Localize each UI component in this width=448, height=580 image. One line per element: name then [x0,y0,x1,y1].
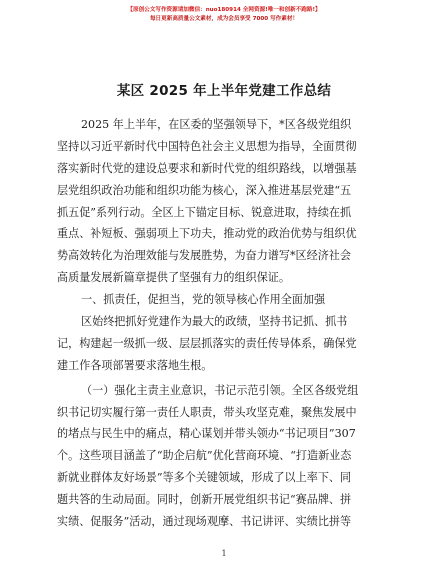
paragraph-line: 坚持以习近平新时代中国特色社会主义思想为指导，全面贯彻 [57,139,357,153]
paragraph-line: 个。这些项目涵盖了“助企启航”优化营商环境、“打造新业态 [57,449,352,463]
page-number: 1 [221,549,227,558]
paragraph-line: 落实新时代党的建设总要求和新时代党的组织路线，以增强基 [57,161,357,175]
document-title: 某区 2025 年上半年党建工作总结 [116,83,332,99]
paragraph-line: 题共答的生动局面。同时，创新开展党组织书记“赛品牌、拼 [57,493,352,507]
promo-banner-line-1: 【原创公文写作资源请加微信：nuo180914 全网资源!唯一和创新不跑路!】 [127,7,321,13]
paragraph-line: 高质量发展新篇章提供了坚强有力的组织保证。 [57,271,290,285]
paragraph-line: 新就业群体友好场景”等多个关键领域，形成了以上率下、同 [57,471,352,485]
paragraph-line: 2025 年上半年，在区委的坚强领导下，*区各级党组织 [81,118,352,131]
paragraph-line: 抓五促”系列行动。全区上下锚定目标、锐意进取，持续在抓 [57,205,352,219]
promo-banner-line-2: 每日更新高质量公文素材，成为会员享受 7000 写作素材！ [149,16,299,22]
paragraph-line: 区始终把抓好党建作为最大的政绩，坚持书记抓、抓书 [81,315,348,329]
paragraph-line: 记，构建起一级抓一级、层层抓落实的责任传导体系，确保党 [57,336,357,350]
paragraph-line: 重点、补短板、强弱项上下功夫，推动党的政治优势与组织优 [57,227,357,241]
paragraph-line: 织书记切实履行第一责任人职责，带头攻坚克难，聚焦发展中 [57,405,357,419]
paragraph-line: 势高效转化为治理效能与发展胜势，为奋力谱写*区经济社会 [57,249,351,263]
paragraph-line: 层党组织政治功能和组织功能为核心，深入推进基层党建“五 [57,183,352,197]
promo-banner [0,6,448,24]
paragraph-line: 建工作各项部署要求落地生根。 [57,358,213,372]
document-body [57,114,391,533]
section-heading: 一、抓责任，促担当，党的领导核心作用全面加强 [81,293,326,307]
paragraph-line: 的堵点与民生中的痛点，精心谋划并带头领办“书记项目”307 [57,427,356,441]
subsection-line: （一）强化主责主业意识，书记示范引领。全区各级党组 [81,383,359,397]
paragraph-line: 实绩、促服务”活动，通过现场观摩、书记讲评、实绩比拼等 [57,515,352,529]
